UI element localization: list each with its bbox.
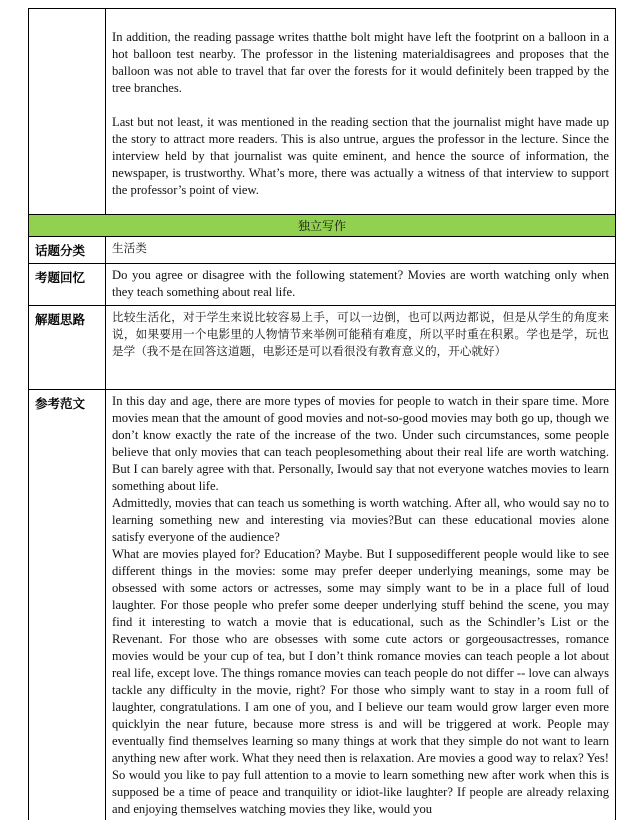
integrated-writing-sample-continued [106, 9, 616, 215]
row-label: 考题回忆 [29, 264, 106, 306]
table-row [29, 306, 616, 390]
row-label: 话题分类 [29, 237, 106, 264]
table-row [29, 390, 616, 820]
paragraph: Admittedly, movies that can teach us something is worth watching. After all, who would say no to learning something new and interesting via movies?But can these educational movies alone satisfy everyone of the audience? [112, 496, 609, 544]
table-row [29, 264, 616, 306]
table-row [29, 215, 616, 237]
paragraph: In addition, the reading passage writes thatthe bolt might have left the footprint on a balloon in a hot balloon test nearby. The professor in the listening materialdisagrees and proposes that the balloon was not able to travel that far over the forests for it would definitely been trapped by the tree branches. [112, 30, 609, 95]
table-row [29, 237, 616, 264]
section-title: 独立写作 [29, 215, 616, 237]
table-row [29, 9, 616, 215]
empty-label-cell [29, 9, 106, 215]
paragraph: What are movies played for? Education? Maybe. But I supposedifferent people would like to see different things in the movies: some may prefer deeper underlying meanings, some may be obsessed with some actors or actresses, some may simply want to be in a place full of loud laughter. For those people who prefer some deeper underlying stuff behind the scene, you may find it interesting to watch a movie that is educational, such as the Schindler’s List or the Revenant. For those who are obsesses with some cute actors or gorgeousactresses, romance movies would be your cup of tea, but I don’t think romance movies can teach people a lot about real life, except love. The things romance movies can teach people do not differ -- love can always tackle any difficulty in the movie, right? For those who simply want to stay in a room full of laughter, congratulations. I am one of you, and I believe our team would grow larger even more quicklyin the near future, because more stress is and will be triggered at work. People may eventually find themselves learning so many things at work that they simple do not want to learn anything new after work. What they need then is relaxation. Are movies a good way to relax? Yes! So would you like to pay full attention to a movie to learn something new after work when this is supposed be a time of peace and tranquility or idiot-like laughter? If people are already relaxing and enjoying themselves watching movies they like, would you [112, 547, 609, 816]
question-prompt: Do you agree or disagree with the following statement? Movies are worth watching only when they teach something about real life. [106, 264, 616, 306]
approach-text: 比较生活化，对于学生来说比较容易上手，可以一边倒，也可以两边都说，但是从学生的角度来说，如果要用一个电影里的人物情节来举例可能稍有难度，所以平时重在积累。学也是学，玩也是学（我不是在回答这道题，电影还是可以看很没有教育意义的，开心就好） [106, 306, 616, 390]
topic-category: 生活类 [106, 237, 616, 264]
row-label: 参考范文 [29, 390, 106, 820]
sample-essay [106, 390, 616, 820]
paragraph: In this day and age, there are more types of movies for people to watch in their spare time. More movies mean that the amount of good movies and not-so-good movies may both go up, though we don’t know exactly the rate of the increase of the two. Under such circumstances, some people believe that only movies that can teach peoplesomething about their real life are worth watching. But I can barely agree with that. Personally, Iwould say that not everyone watches movies to learn something about life. [112, 394, 609, 493]
row-label: 解题思路 [29, 306, 106, 390]
essay-table [28, 8, 616, 820]
paragraph: Last but not least, it was mentioned in the reading section that the journalist might have made up the story to attract more readers. This is also untrue, argues the professor in the lecture. Since the interview held by that journalist was quite eminent, and hence the source of information, the newspaper, is trustworthy. What’s more, there was actually a witness of that interview to support the professor’s point of view. [112, 115, 609, 197]
